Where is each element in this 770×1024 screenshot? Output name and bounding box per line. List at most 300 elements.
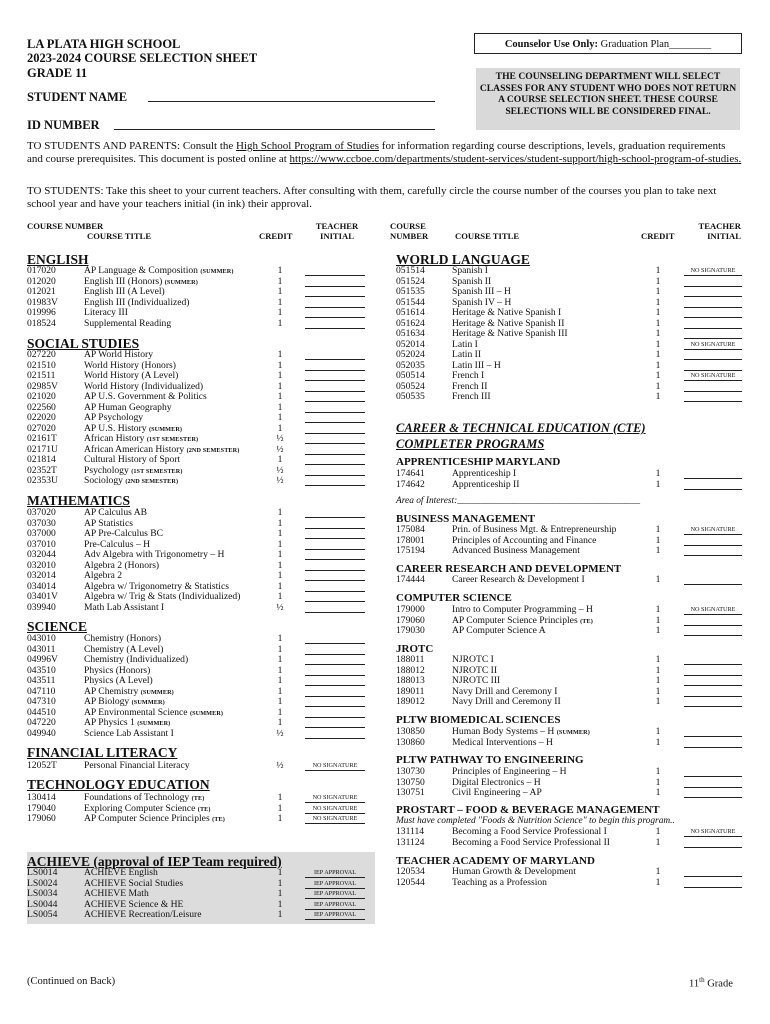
- teacher-initial-field[interactable]: [684, 392, 742, 402]
- course-title-cell: [84, 814, 225, 826]
- teacher-initial-field[interactable]: [305, 868, 365, 878]
- course-number[interactable]: 12052T: [27, 760, 57, 771]
- course-number[interactable]: 049940: [27, 727, 56, 739]
- teacher-initial-field[interactable]: [684, 788, 742, 798]
- course-number[interactable]: 130860: [396, 736, 425, 748]
- course-number[interactable]: 130751: [396, 787, 425, 798]
- course-title: African History: [84, 433, 145, 444]
- col-course-number-left: COURSE NUMBER: [27, 221, 104, 231]
- teacher-initial-field[interactable]: [305, 371, 365, 381]
- signature-tag: NO SIGNATURE: [690, 606, 736, 613]
- section-english-title: ENGLISH: [27, 252, 89, 267]
- course-title: Principles of Accounting and Finance: [452, 534, 597, 546]
- course-title: Becoming a Food Service Professional I: [452, 826, 607, 837]
- course-number[interactable]: 032044: [27, 549, 56, 560]
- teacher-initial-field[interactable]: [684, 298, 742, 308]
- course-title: AP U.S. Government & Politics: [84, 391, 207, 402]
- teacher-initial-field[interactable]: [684, 727, 742, 737]
- teacher-initial-field[interactable]: [305, 571, 365, 581]
- course-title: Pre-Calculus – H: [84, 538, 151, 550]
- course-number[interactable]: 032010: [27, 559, 56, 571]
- teacher-initial-field[interactable]: [684, 767, 742, 777]
- course-number[interactable]: 037010: [27, 538, 56, 550]
- id-number-field[interactable]: [114, 129, 435, 130]
- course-number[interactable]: 120534: [396, 866, 425, 877]
- course-title: Science Lab Assistant I: [84, 727, 174, 739]
- course-number[interactable]: 120544: [396, 876, 425, 888]
- course-title: NJROTC III: [452, 675, 501, 686]
- course-title: Prin. of Business Mgt. & Entrepreneurship: [452, 524, 617, 535]
- course-title: NJROTC II: [452, 664, 498, 676]
- course-number[interactable]: 043010: [27, 633, 56, 644]
- teacher-initial-field[interactable]: [684, 778, 742, 788]
- course-credit: 1: [655, 545, 661, 556]
- teacher-initial-field[interactable]: [305, 476, 365, 486]
- course-title: AP Psychology: [84, 412, 144, 423]
- teacher-initial-field[interactable]: [305, 561, 365, 571]
- teacher-initial-field[interactable]: [305, 889, 365, 899]
- teacher-initial-field[interactable]: [305, 910, 365, 920]
- course-title: Psychology: [84, 464, 129, 476]
- signature-tag: NO SIGNATURE: [312, 815, 358, 822]
- course-number[interactable]: 188013: [396, 675, 425, 686]
- course-number[interactable]: 047310: [27, 696, 56, 707]
- course-number[interactable]: 131124: [396, 836, 425, 848]
- teacher-initial-field[interactable]: [684, 480, 742, 490]
- course-credit: 1: [655, 876, 661, 888]
- course-number[interactable]: 174641: [396, 468, 425, 479]
- course-credit: 1: [277, 643, 283, 655]
- continued-on-back: (Continued on Back): [27, 976, 116, 987]
- teacher-initial-field[interactable]: [305, 761, 365, 771]
- course-number[interactable]: 130850: [396, 726, 425, 737]
- counselor-label: Counselor Use Only:: [504, 39, 598, 50]
- course-number[interactable]: 130414: [27, 792, 56, 803]
- course-number[interactable]: 012020: [27, 275, 56, 287]
- course-number[interactable]: 051624: [396, 317, 425, 329]
- course-title: French III: [452, 391, 491, 402]
- course-number[interactable]: 027220: [27, 349, 56, 360]
- area-of-interest-field[interactable]: Area of Interest:_______________________________________: [396, 496, 641, 506]
- grade-footer: 11th Grade: [689, 976, 733, 990]
- course-title: Cultural History of Sport: [84, 454, 181, 465]
- course-number[interactable]: 052014: [396, 338, 425, 350]
- course-credit: 1: [655, 787, 661, 798]
- course-note: (SUMMER): [200, 268, 234, 275]
- course-number[interactable]: 021814: [27, 454, 56, 465]
- course-credit: 1: [655, 826, 661, 837]
- teacher-initial-field[interactable]: [305, 350, 365, 360]
- course-credit: 1: [655, 685, 661, 697]
- course-title: Adv Algebra with Trigonometry – H: [84, 549, 225, 560]
- course-number[interactable]: 179060: [396, 614, 425, 626]
- course-credit: 1: [655, 625, 661, 636]
- course-title: World History (Honors): [84, 359, 176, 371]
- course-title: Becoming a Food Service Professional II: [452, 836, 610, 848]
- course-credit: ½: [276, 760, 284, 771]
- course-title: NJROTC I: [452, 654, 494, 665]
- course-title: Latin I: [452, 338, 478, 350]
- course-credit: 1: [655, 776, 661, 788]
- course-note: (2ND SEMESTER): [125, 478, 179, 485]
- course-title-cell: [452, 697, 561, 708]
- course-credit: 1: [277, 370, 283, 381]
- course-note: (SUMMER): [140, 688, 174, 696]
- teacher-initial-field[interactable]: [305, 550, 365, 560]
- teacher-initial-field[interactable]: [305, 900, 365, 910]
- course-number[interactable]: 188011: [396, 654, 425, 665]
- course-number[interactable]: 037030: [27, 517, 56, 529]
- course-credit: 1: [277, 349, 283, 360]
- course-number[interactable]: 130750: [396, 776, 425, 788]
- signature-tag: NO SIGNATURE: [312, 804, 358, 812]
- signature-tag: NO SIGNATURE: [690, 828, 736, 835]
- course-credit: 1: [655, 338, 661, 350]
- cte-programs-title: CAREER & TECHNICAL EDUCATION (CTE) COMPLETER PROGRAMS: [396, 421, 646, 451]
- course-credit: 1: [277, 507, 283, 518]
- course-title: Apprenticeship I: [452, 468, 517, 479]
- course-number[interactable]: 174642: [396, 478, 425, 490]
- course-credit: 1: [277, 813, 283, 824]
- course-title: French II: [452, 380, 488, 392]
- teacher-initial-field[interactable]: [305, 718, 365, 728]
- course-title: Navy Drill and Ceremony II: [452, 696, 561, 707]
- teacher-initial-field[interactable]: [305, 298, 365, 308]
- course-credit: 1: [277, 549, 283, 560]
- course-number[interactable]: 021511: [27, 370, 56, 381]
- course-title: Heritage & Native Spanish I: [452, 307, 562, 318]
- course-number[interactable]: 027020: [27, 422, 56, 434]
- course-credit: 1: [277, 422, 283, 434]
- course-note: (TE): [580, 617, 593, 625]
- col-credit-right: CREDIT: [641, 231, 675, 241]
- course-title: Spanish III – H: [452, 286, 511, 297]
- teacher-initial-field[interactable]: [305, 403, 365, 413]
- teacher-initial-field[interactable]: [684, 350, 742, 360]
- teacher-initial-field[interactable]: [684, 687, 742, 697]
- section-financial-literacy-title: FINANCIAL LITERACY: [27, 745, 178, 760]
- teacher-initial-field[interactable]: [305, 413, 365, 423]
- course-credit: 1: [655, 380, 661, 392]
- course-number[interactable]: 047220: [27, 717, 56, 728]
- course-number[interactable]: 050514: [396, 370, 425, 381]
- course-title: World History (Individualized): [84, 380, 204, 392]
- course-title: Algebra w/ Trigonometry & Statistics: [84, 580, 229, 592]
- teacher-initial-field[interactable]: [684, 361, 742, 371]
- course-number[interactable]: LS0044: [27, 898, 58, 910]
- course-number[interactable]: 175194: [396, 545, 425, 556]
- teacher-initial-field[interactable]: [684, 697, 742, 707]
- id-number-label: ID NUMBER: [27, 118, 100, 132]
- course-credit: 1: [277, 802, 283, 814]
- teacher-initial-field[interactable]: [684, 277, 742, 287]
- course-number[interactable]: 037020: [27, 507, 56, 518]
- instructions-parents: TO STUDENTS AND PARENTS: Consult the High School Program of Studies for information regarding course descriptions, levels, graduation requirements and course prerequisites. This document is posted online at https://www.ccboe.com/departments/student-services/student-support/high-school-program-of-studies.: [27, 140, 742, 165]
- group-jrotc-title: JROTC: [396, 643, 434, 655]
- course-title-cell: [84, 603, 164, 614]
- course-title-cell: [452, 788, 542, 799]
- teacher-initial-field[interactable]: [305, 645, 365, 655]
- course-credit: 1: [655, 524, 661, 535]
- course-number[interactable]: 021020: [27, 391, 56, 402]
- course-number[interactable]: 051514: [396, 265, 425, 276]
- teacher-initial-field[interactable]: [305, 687, 365, 697]
- course-number[interactable]: 043510: [27, 664, 56, 676]
- course-title: English III (Honors): [84, 275, 163, 287]
- course-credit: 1: [277, 570, 283, 581]
- teacher-initial-field[interactable]: [684, 827, 742, 837]
- student-name-field[interactable]: [148, 101, 435, 102]
- course-number[interactable]: 04996V: [27, 654, 58, 665]
- course-credit: ½: [276, 727, 284, 739]
- course-credit: ½: [276, 464, 284, 476]
- course-number[interactable]: 022020: [27, 412, 56, 423]
- teacher-initial-field[interactable]: [684, 340, 742, 350]
- course-title-cell: [84, 729, 174, 740]
- teacher-initial-field[interactable]: [684, 546, 742, 556]
- course-number[interactable]: 179000: [396, 604, 425, 615]
- course-number[interactable]: 179030: [396, 625, 425, 636]
- course-title: Medical Interventions – H: [452, 736, 553, 748]
- course-note: (SUMMER): [164, 278, 198, 286]
- teacher-initial-field[interactable]: [684, 666, 742, 676]
- teacher-initial-field[interactable]: [684, 575, 742, 585]
- course-number[interactable]: 052024: [396, 349, 425, 360]
- course-number[interactable]: 175084: [396, 524, 425, 535]
- teacher-initial-field[interactable]: [305, 676, 365, 686]
- course-note: (TE): [191, 795, 205, 802]
- course-number[interactable]: 034014: [27, 580, 56, 592]
- course-number[interactable]: 051634: [396, 328, 425, 339]
- course-number[interactable]: 189012: [396, 696, 425, 707]
- teacher-initial-field[interactable]: [305, 634, 365, 644]
- course-number[interactable]: 02352T: [27, 464, 57, 476]
- signature-tag: NO SIGNATURE: [690, 340, 736, 348]
- course-note: (1ST SEMESTER): [131, 467, 183, 475]
- course-credit: 1: [655, 675, 661, 686]
- course-number[interactable]: 017020: [27, 265, 56, 276]
- teacher-initial-field[interactable]: [305, 793, 365, 803]
- teacher-initial-field[interactable]: [305, 666, 365, 676]
- course-number[interactable]: 131114: [396, 826, 425, 837]
- course-title: Heritage & Native Spanish II: [452, 317, 565, 329]
- teacher-initial-field[interactable]: [305, 655, 365, 665]
- teacher-initial-field[interactable]: [684, 319, 742, 329]
- course-number[interactable]: 032014: [27, 570, 56, 581]
- course-title-cell: [452, 575, 585, 586]
- course-credit: 1: [655, 265, 661, 276]
- course-number[interactable]: 043511: [27, 675, 56, 686]
- teacher-initial-field[interactable]: [305, 277, 365, 287]
- teacher-initial-field[interactable]: [305, 729, 365, 739]
- teacher-initial-field[interactable]: [305, 804, 365, 814]
- course-number[interactable]: 037000: [27, 528, 56, 539]
- course-number[interactable]: 022560: [27, 401, 56, 413]
- course-number[interactable]: 03401V: [27, 591, 58, 602]
- teacher-initial-field[interactable]: [684, 616, 742, 626]
- teacher-initial-field[interactable]: [305, 392, 365, 402]
- teacher-initial-field[interactable]: [684, 536, 742, 546]
- course-number[interactable]: 02161T: [27, 433, 57, 444]
- teacher-initial-field[interactable]: [305, 382, 365, 392]
- course-credit: 1: [277, 296, 283, 308]
- teacher-initial-field[interactable]: [305, 540, 365, 550]
- course-title: African American History: [84, 443, 185, 455]
- teacher-initial-field[interactable]: [684, 878, 742, 888]
- teacher-initial-field[interactable]: [305, 708, 365, 718]
- course-number[interactable]: 018524: [27, 317, 56, 329]
- section-mathematics-title: MATHEMATICS: [27, 493, 131, 508]
- course-title-cell: [452, 626, 546, 637]
- teacher-initial-field[interactable]: [305, 287, 365, 297]
- course-title: AP Pre-Calculus BC: [84, 528, 164, 539]
- teacher-initial-field[interactable]: [684, 838, 742, 848]
- teacher-initial-field[interactable]: [684, 676, 742, 686]
- teacher-initial-field[interactable]: [305, 361, 365, 371]
- col-credit-left: CREDIT: [259, 231, 293, 241]
- teacher-initial-field[interactable]: [684, 308, 742, 318]
- course-number[interactable]: 189011: [396, 685, 425, 697]
- course-title: Latin III – H: [452, 359, 501, 371]
- teacher-initial-field[interactable]: [305, 434, 365, 444]
- course-title: Personal Financial Literacy: [84, 760, 190, 771]
- course-number[interactable]: LS0024: [27, 877, 58, 889]
- teacher-initial-field[interactable]: [305, 879, 365, 889]
- course-number[interactable]: 044510: [27, 706, 56, 718]
- course-number[interactable]: 051535: [396, 286, 425, 297]
- course-note: (2ND SEMESTER): [186, 446, 240, 454]
- section-world-language-title: WORLD LANGUAGE: [396, 252, 530, 267]
- course-number[interactable]: 019996: [27, 307, 56, 318]
- program-of-studies-link[interactable]: High School Program of Studies: [236, 140, 380, 152]
- teacher-initial-field[interactable]: [684, 266, 742, 276]
- course-title: Algebra 2 (Honors): [84, 559, 160, 571]
- course-number[interactable]: 178001: [396, 534, 425, 546]
- teacher-initial-field[interactable]: [305, 455, 365, 465]
- course-credit: 1: [655, 296, 661, 308]
- teacher-initial-field[interactable]: [684, 738, 742, 748]
- teacher-initial-field[interactable]: [684, 371, 742, 381]
- course-number[interactable]: 012021: [27, 286, 56, 297]
- course-title: AP Biology: [84, 696, 130, 707]
- course-credit: 1: [277, 654, 283, 665]
- teacher-initial-field[interactable]: [305, 582, 365, 592]
- course-title-cell: [84, 319, 171, 330]
- course-number[interactable]: 01983V: [27, 296, 58, 308]
- course-title-cell: [452, 546, 580, 557]
- course-credit: 1: [277, 380, 283, 392]
- teacher-initial-field[interactable]: [684, 525, 742, 535]
- course-number[interactable]: 050535: [396, 391, 425, 402]
- course-title: Chemistry (Individualized): [84, 654, 189, 665]
- course-number[interactable]: 043011: [27, 643, 56, 655]
- course-number[interactable]: 02171U: [27, 443, 58, 455]
- course-number[interactable]: 052035: [396, 359, 425, 371]
- group-prostart-title: PROSTART – FOOD & BEVERAGE MANAGEMENT: [396, 804, 660, 816]
- course-number[interactable]: 179060: [27, 813, 56, 824]
- course-credit: 1: [655, 468, 661, 479]
- teacher-initial-field[interactable]: [305, 529, 365, 539]
- course-number[interactable]: 051614: [396, 307, 425, 318]
- course-title: AP Physics 1: [84, 717, 135, 728]
- course-credit: 1: [655, 534, 661, 546]
- teacher-initial-field[interactable]: [684, 605, 742, 615]
- course-number[interactable]: LS0054: [27, 909, 58, 920]
- header-school: LA PLATA HIGH SCHOOL: [27, 37, 181, 51]
- teacher-initial-field[interactable]: [684, 287, 742, 297]
- teacher-initial-field[interactable]: [684, 626, 742, 636]
- teacher-initial-field[interactable]: [305, 814, 365, 824]
- course-title: ACHIEVE Science & HE: [84, 898, 184, 910]
- course-title: Heritage & Native Spanish III: [452, 328, 568, 339]
- course-title: AP World History: [84, 349, 154, 360]
- course-number[interactable]: LS0014: [27, 867, 58, 878]
- teacher-initial-field[interactable]: [684, 382, 742, 392]
- teacher-initial-field[interactable]: [305, 697, 365, 707]
- course-number[interactable]: 051524: [396, 275, 425, 287]
- course-number[interactable]: 179040: [27, 802, 56, 814]
- course-number[interactable]: 188012: [396, 664, 425, 676]
- teacher-initial-field[interactable]: [305, 519, 365, 529]
- course-number[interactable]: 02985V: [27, 380, 58, 392]
- course-title: Navy Drill and Ceremony I: [452, 685, 558, 697]
- teacher-initial-field[interactable]: [684, 655, 742, 665]
- teacher-initial-field[interactable]: [305, 319, 365, 329]
- course-number[interactable]: 02353U: [27, 475, 58, 486]
- course-title-cell: [84, 910, 201, 921]
- course-title-cell: [452, 392, 491, 403]
- course-credit: 1: [277, 412, 283, 423]
- course-number[interactable]: 130730: [396, 766, 425, 777]
- group-teacher-academy-title: TEACHER ACADEMY OF MARYLAND: [396, 855, 595, 867]
- course-number[interactable]: 047110: [27, 685, 56, 697]
- teacher-initial-field[interactable]: [684, 867, 742, 877]
- signature-tag: IEP APPROVAL: [313, 911, 357, 918]
- teacher-initial-field[interactable]: [305, 603, 365, 613]
- teacher-initial-field[interactable]: [305, 508, 365, 518]
- course-number[interactable]: 174444: [396, 574, 425, 585]
- graduation-plan-field[interactable]: Graduation Plan________: [600, 39, 712, 50]
- course-credit: 1: [655, 836, 661, 848]
- course-title: ACHIEVE Recreation/Leisure: [84, 909, 202, 920]
- course-credit: ½: [276, 443, 284, 455]
- course-credit: 1: [655, 604, 661, 615]
- course-number[interactable]: LS0034: [27, 888, 58, 899]
- course-number[interactable]: 021510: [27, 359, 56, 371]
- course-number[interactable]: 051544: [396, 296, 425, 308]
- course-credit: 1: [655, 614, 661, 626]
- teacher-initial-field[interactable]: [305, 308, 365, 318]
- course-credit: 1: [277, 909, 283, 920]
- course-title-cell: [452, 480, 519, 491]
- student-name-label: STUDENT NAME: [27, 90, 128, 104]
- teacher-initial-field[interactable]: [684, 469, 742, 479]
- teacher-initial-field[interactable]: [305, 445, 365, 455]
- course-number[interactable]: 050524: [396, 380, 425, 392]
- course-credit: 1: [277, 696, 283, 707]
- teacher-initial-field[interactable]: [684, 329, 742, 339]
- course-note: (SUMMER): [189, 709, 224, 717]
- teacher-initial-field[interactable]: [305, 266, 365, 276]
- teacher-initial-field[interactable]: [305, 466, 365, 476]
- course-title: Human Body Systems – H: [452, 726, 555, 737]
- course-title: Spanish I: [452, 265, 488, 276]
- program-of-studies-url[interactable]: https://www.ccboe.com/departments/student-services/student-support/high-school-program-of-studies.: [289, 152, 742, 165]
- teacher-initial-field[interactable]: [305, 424, 365, 434]
- course-number[interactable]: 039940: [27, 601, 56, 613]
- course-title: Spanish IV – H: [452, 296, 512, 308]
- teacher-initial-field[interactable]: [305, 592, 365, 602]
